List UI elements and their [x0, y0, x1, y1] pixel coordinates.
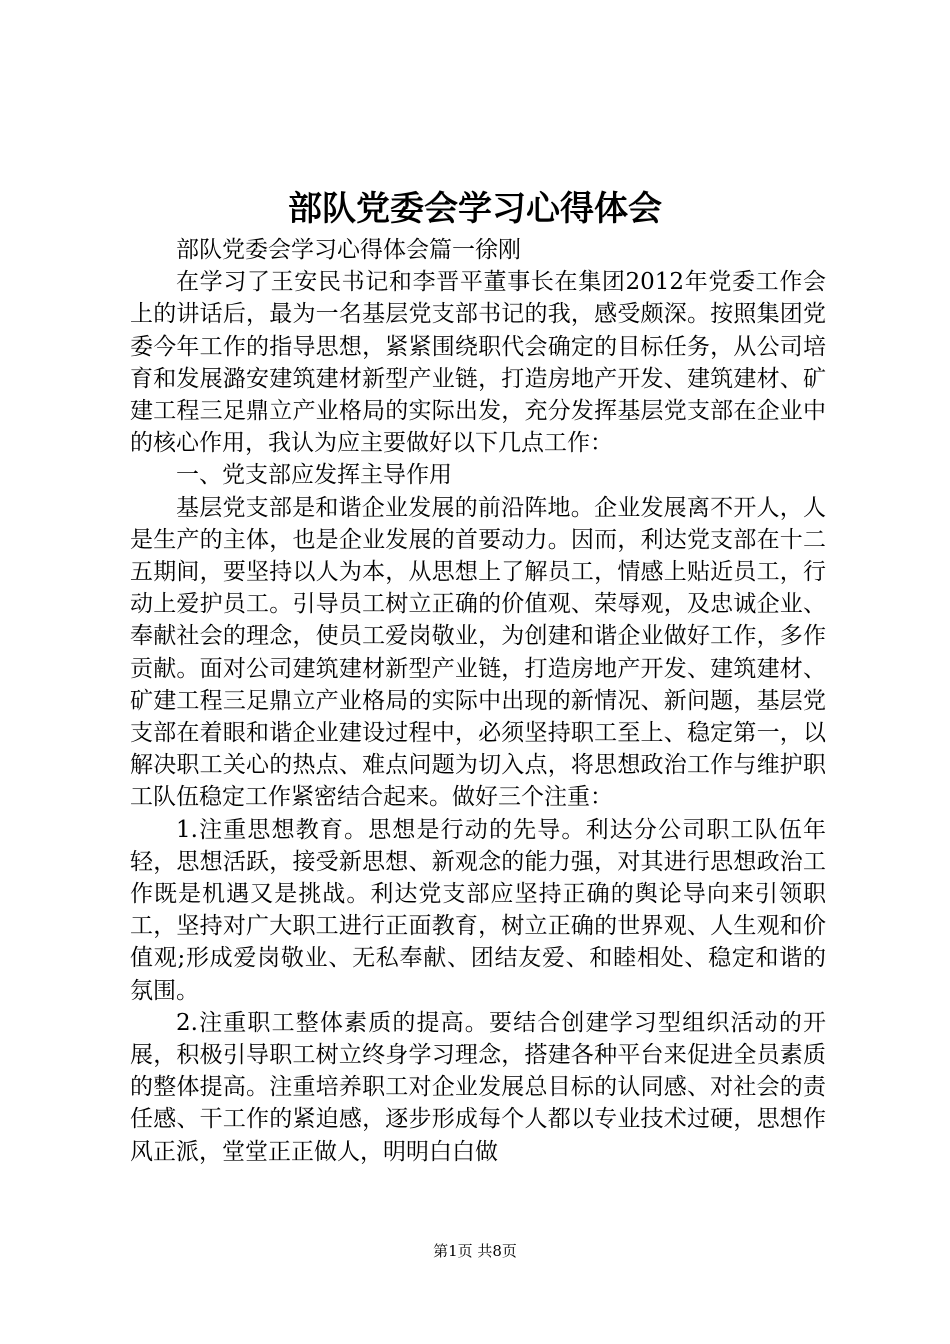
paragraph-item-1: 1.注重思想教育。思想是行动的先导。利达分公司职工队伍年轻，思想活跃，接受新思想、新观念的能力强，对其进行思想政治工作既是机遇又是挑战。利达党支部应坚持正确的舆论导向来引领职工，坚持对广大职工进行正面教育，树立正确的世界观、人生观和价值观;形成爱岗敬业、无私奉献、团结友爱、和睦相处、稳定和谐的氛围。: [130, 816, 826, 1004]
paragraph-subtitle: 部队党委会学习心得体会篇一徐刚: [176, 237, 521, 263]
page-number-footer: 第1页 共8页: [433, 1242, 517, 1260]
paragraph-section-heading: 一、党支部应发挥主导作用: [176, 462, 452, 489]
paragraph-intro: 在学习了王安民书记和李晋平董事长在集团2012年党委工作会上的讲话后，最为一名基层党支部书记的我，感受颇深。按照集团党委今年工作的指导思想，紧紧围绕职代会确定的目标任务，从公司培育和发展潞安建筑建材新型产业链，打造房地产开发、建筑建材、矿建工程三足鼎立产业格局的实际出发，充分发挥基层党支部在企业中的核心作用，我认为应主要做好以下几点工作：: [130, 269, 826, 457]
paragraph-section-body: 基层党支部是和谐企业发展的前沿阵地。企业发展离不开人，人是生产的主体，也是企业发展的首要动力。因而，利达党支部在十二五期间，要坚持以人为本，从思想上了解员工，情感上贴近员工，行动上爱护员工。引导员工树立正确的价值观、荣辱观，及忠诚企业、奉献社会的理念，使员工爱岗敬业，为创建和谐企业做好工作，多作贡献。面对公司建筑建材新型产业链，打造房地产开发、建筑建材、矿建工程三足鼎立产业格局的实际中出现的新情况、新问题，基层党支部在着眼和谐企业建设过程中，必须坚持职工至上、稳定第一，以解决职工关心的热点、难点问题为切入点，将思想政治工作与维护职工队伍稳定工作紧密结合起来。做好三个注重：: [130, 494, 826, 811]
paragraph-item-2: 2.注重职工整体素质的提高。要结合创建学习型组织活动的开展，积极引导职工树立终身学习理念，搭建各种平台来促进全员素质的整体提高。注重培养职工对企业发展总目标的认同感、对社会的责任感、干工作的紧迫感，逐步形成每个人都以专业技术过硬，思想作风正派，堂堂正正做人，明明白白做: [130, 1009, 826, 1165]
document-body: [130, 234, 826, 1168]
document-title: 部队党委会学习心得体会: [288, 189, 662, 229]
